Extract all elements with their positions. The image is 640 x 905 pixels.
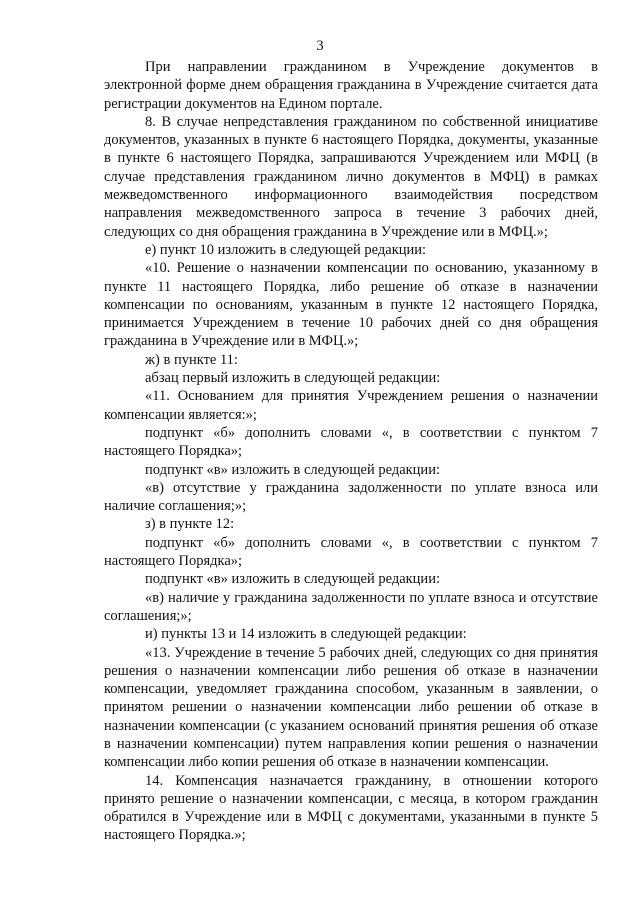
paragraph-amend-i: и) пункты 13 и 14 изложить в следующей редакции: (145, 626, 467, 643)
paragraph-amend-zh: ж) в пункте 11: (145, 351, 238, 368)
paragraph-amend-e: е) пункт 10 изложить в следующей редакции: (145, 241, 427, 258)
document-body (104, 58, 598, 845)
paragraph-12-subitem-v-intro: подпункт «в» изложить в следующей редакции: (145, 571, 440, 588)
paragraph-11-subitem-b: подпункт «б» дополнить словами «, в соответствии с пунктом 7 настоящего Порядка»; (104, 424, 598, 460)
paragraph-12-subitem-v-text: «в) наличие у гражданина задолженности по уплате взноса и отсутствие соглашения;»; (104, 589, 598, 624)
paragraph-item-10: «10. Решение о назначении компенсации по основанию, указанному в пункте 11 настоящего Порядка, либо решение об отказе в назначении компенсации по основаниям, указанным в пункте 12 настоящего Порядка, принимается Учреждением в течение 10 рабочих дней со дня обращения гражданина в Учреждение или в МФЦ.»; (104, 260, 598, 350)
paragraph-first-abzac: абзац первый изложить в следующей редакции: (145, 370, 441, 387)
paragraph-11-subitem-v-text: «в) отсутствие у гражданина задолженности по уплате взноса или наличие соглашения;»; (104, 479, 598, 515)
paragraph-item-11: «11. Основанием для принятия Учреждением решения о назначении компенсации является:»; (104, 388, 598, 423)
paragraph-amend-z: з) в пункте 12: (145, 516, 235, 533)
page-number: 3 (316, 38, 324, 54)
paragraph-item-13: «13. Учреждение в течение 5 рабочих дней, следующих со дня принятия решения о назначении компенсации либо решения об отказе в назначении компенсации, уведомляет гражданина способом, указанным в заявлении, о принятом решении о назначении компенсации либо решении об отказе в назначении компенсации (с указанием оснований принятия решения об отказе в назначении компенсации) путем направления копии решения о назначении компенсации либо копии решения об отказе в назначении компенсации. (104, 644, 598, 771)
paragraph-item-14: 14. Компенсация назначается гражданину, в отношении которого принято решение о назначении компенсации, с месяца, в котором гражданин обратился в Учреждение или в МФЦ с документами, указанными в пункте 5 настоящего Порядка.»; (104, 772, 598, 844)
paragraph-11-subitem-v-intro: подпункт «в» изложить в следующей редакции: (145, 461, 440, 478)
paragraph-electronic-submission: При направлении гражданином в Учреждение документов в электронной форме днем обращения гражданина в Учреждение считается дата регистрации документов на Едином портале. (104, 59, 598, 112)
paragraph-item-8: 8. В случае непредставления гражданином по собственной инициативе документов, указанных в пункте 6 настоящего Порядка, документы, указанные в пункте 6 настоящего Порядка, запрашиваются Учреждением или МФЦ (в случае представления гражданином лично документов в МФЦ) в рамках межведомственного информационного взаимодействия посредством направления межведомственного запроса в течение 3 рабочих дней, следующих со дня обращения гражданина в Учреждение или в МФЦ.»; (104, 113, 598, 240)
paragraph-12-subitem-b: подпункт «б» дополнить словами «, в соответствии с пунктом 7 настоящего Порядка»; (104, 534, 598, 570)
